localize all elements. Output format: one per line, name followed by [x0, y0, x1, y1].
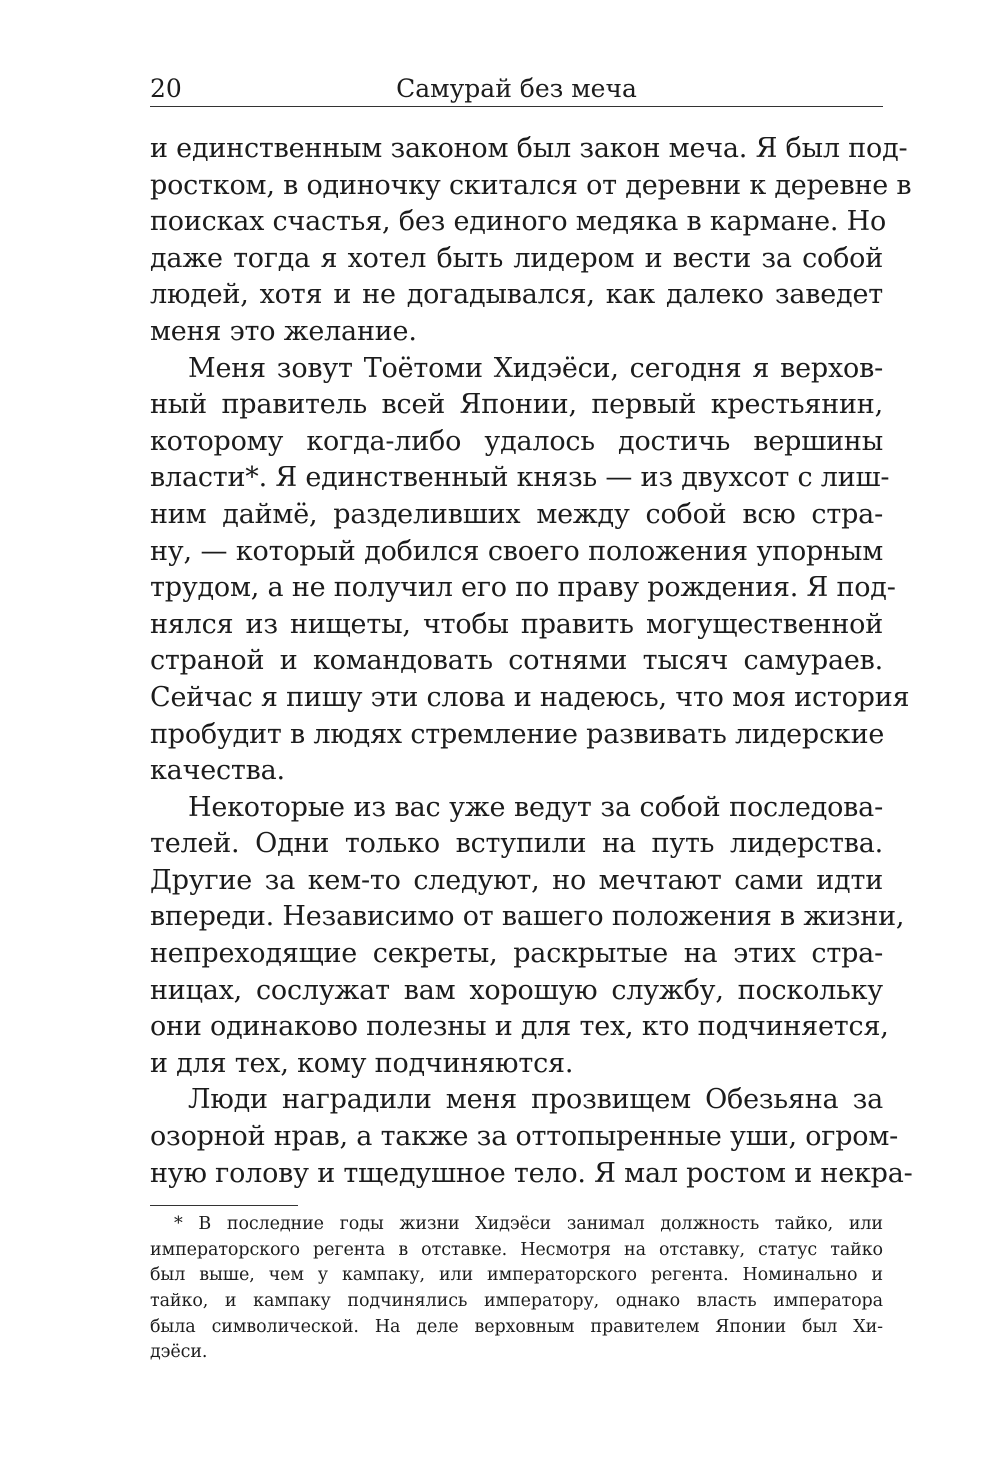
text-line: качества.: [150, 755, 285, 787]
text-line: нялся из нищеты, чтобы править могущественной: [150, 608, 883, 640]
text-line: они одинаково полезны и для тех, кто подчиняется,: [150, 1011, 889, 1043]
footnote: [150, 1212, 883, 1366]
text-line: Меня зовут Тоётоми Хидэёси, сегодня я верхов-: [188, 352, 883, 384]
text-line: поисках счастья, без единого медяка в кармане. Но: [150, 206, 887, 238]
text-line: непреходящие секреты, раскрытые на этих стра-: [150, 938, 883, 970]
text-line: трудом, а не получил его по праву рождения. Я под-: [150, 572, 896, 604]
book-page: [150, 0, 913, 1460]
book-title: Самурай без меча: [396, 74, 637, 103]
text-line: ницах, сослужат вам хорошую службу, поскольку: [150, 974, 883, 1006]
footnote-line: * В последние годы жизни Хидэёси занимал должность тайко, или: [174, 1214, 883, 1234]
text-line: Сейчас я пишу эти слова и надеюсь, что моя история: [150, 681, 910, 713]
text-line: власти*. Я единственный князь — из двухсот с лиш-: [150, 462, 890, 494]
text-line: телей. Одни только вступили на путь лидерства.: [150, 828, 883, 860]
text-line: пробудит в людях стремление развивать лидерские: [150, 718, 885, 750]
paragraph: [150, 131, 912, 351]
text-line: и для тех, кому подчиняются.: [150, 1047, 574, 1079]
footnote-line: тайко, и кампаку подчинялись императору, однако власть императора: [150, 1291, 883, 1312]
text-line: страной и командовать сотнями тысяч самураев.: [150, 645, 883, 677]
text-line: которому когда-либо удалось достичь вершины: [150, 425, 883, 457]
running-head: [150, 72, 883, 107]
text-line: ростком, в одиночку скитался от деревни к деревне в: [150, 169, 912, 201]
text-line: ну, — который добился своего положения упорным: [150, 535, 883, 567]
paragraph: [150, 1082, 913, 1192]
text-line: ный правитель всей Японии, первый крестьянин,: [150, 389, 883, 421]
footnote-divider: [150, 1205, 298, 1206]
page-number: 20: [150, 74, 182, 103]
footnote-line: дэёси.: [150, 1342, 208, 1363]
footnote-line: был выше, чем у кампаку, или императорского регента. Номинально и: [150, 1265, 883, 1286]
text-line: Другие за кем-то следуют, но мечтают сами идти: [150, 864, 883, 896]
text-line: впереди. Независимо от вашего положения в жизни,: [150, 901, 905, 933]
text-line: Люди наградили меня прозвищем Обезьяна за: [188, 1084, 883, 1116]
text-line: даже тогда я хотел быть лидером и вести за собой: [150, 242, 883, 274]
text-line: меня это желание.: [150, 315, 417, 347]
text-line: озорной нрав, а также за оттопыренные уши, огром-: [150, 1121, 899, 1153]
text-line: людей, хотя и не догадывался, как далеко заведет: [150, 279, 883, 311]
text-line: ную голову и тщедушное тело. Я мал ростом и некра-: [150, 1157, 913, 1189]
text-line: и единственным законом был закон меча. Я был под-: [150, 133, 908, 164]
footnote-line: императорского регента в отставке. Несмотря на отставку, статус тайко: [150, 1239, 883, 1260]
text-line: Некоторые из вас уже ведут за собой последова-: [188, 791, 883, 823]
footnote-line: была символической. На деле верховным правителем Японии был Хи-: [150, 1316, 883, 1337]
main-text: [150, 131, 913, 1192]
paragraph: [150, 351, 910, 790]
text-line: ним даймё, разделивших между собой всю стра-: [150, 498, 883, 530]
paragraph: [150, 790, 905, 1083]
